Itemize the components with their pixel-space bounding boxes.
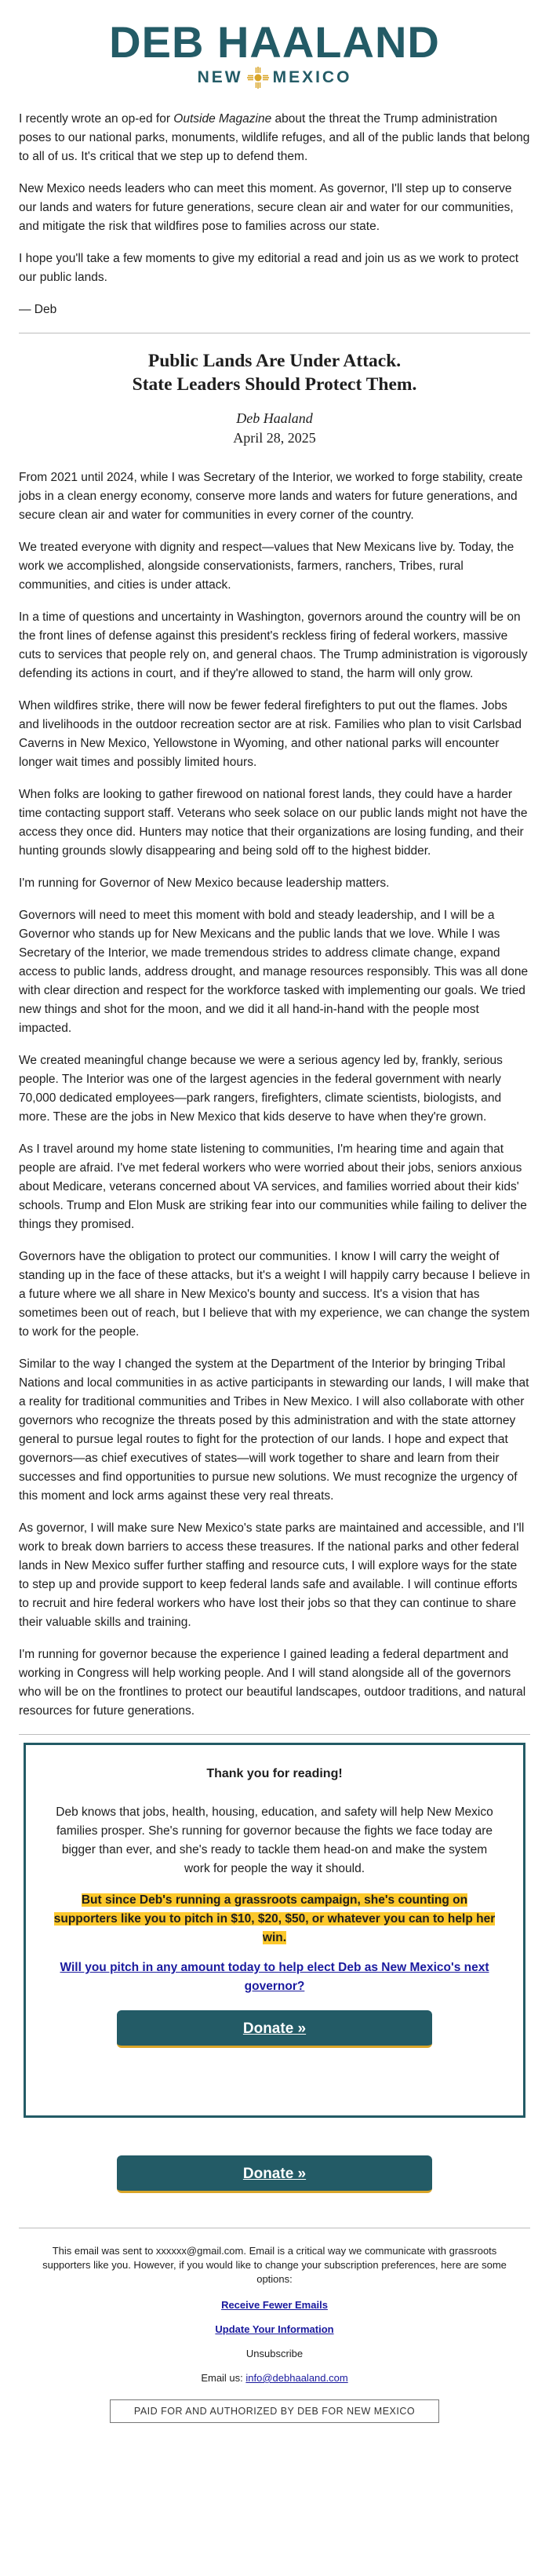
article-paragraph: Governors have the obligation to protect our communities. I know I will carry the weight of standing up in the face of these attacks, but it's a weight I will happily carry because I believe in a future where we all share in New Mexico's bounty and success. It's a vision that has sometimes been out of reach, but I believe that with my experience, we can change the system to work for the people. (19, 1250, 530, 1339)
donate-button[interactable]: Donate » (117, 2010, 432, 2048)
intro-section (19, 110, 530, 319)
campaign-logo (19, 0, 530, 88)
callout-highlight (49, 1891, 500, 1947)
article-paragraph: I'm running for governor because the experience I gained leading a federal department and working in Congress will help working people. And I will stand alongside all of the governors who will be on the frontlines to protect our beautiful landscapes, outdoor traditions, and natural resources for future generations. (19, 1648, 526, 1718)
logo-subline (19, 66, 530, 89)
unsubscribe-link[interactable]: Unsubscribe (245, 2348, 304, 2359)
logo-word-mexico: MEXICO (272, 68, 352, 86)
donate-ask-link[interactable]: Will you pitch in any amount today to help elect Deb as New Mexico's next governor? (60, 1961, 489, 1993)
article-paragraph: In a time of questions and uncertainty in Washington, governors around the country will be on the front lines of defense against this president's reckless firing of federal workers, massive cuts to services that people rely on, and general chaos. The Trump administration is vigorously defending its actions in court, and if they're allowed to stand, the harm will only grow. (19, 610, 528, 680)
op-ed-date: April 28, 2025 (233, 430, 316, 446)
article-paragraph: As I travel around my home state listening to communities, I'm hearing time and again that people are afraid. I've met federal workers who were worried about their jobs, seniors anxious about Medicare, veterans concerned about VA services, and families worried about their kids' schools. Trump and Elon Musk are striking fear into our communities while failing to deliver the things they promised. (19, 1142, 527, 1231)
logo-word-new: NEW (197, 68, 243, 86)
article-paragraph: Governors will need to meet this moment with bold and steady leadership, and I will be a Governor who stands up for New Mexicans and the public lands that we love. While I was Secretary of the Interior, we made tremendous strides to address climate change, expand access to public lands, address drought, and manage resources responsibly. This was all done with clear direction and respect for the workforce tasked with implementing our goals. We tried new things and shot for the moon, and we did it all hand-in-hand with the people most impacted. (19, 909, 529, 1035)
op-ed-author: Deb Haaland (236, 410, 313, 426)
article-paragraph: Similar to the way I changed the system at the Department of the Interior by bringing Tribal Nations and local communities in as active participants in stewarding our lands, I will make that a reality for traditional communities and Tribes in New Mexico. I will also collaborate with other governors who recognize the threats posed by this administration and with the state attorney general to pursue legal routes to fight for the protection of our lands. I hope and expect that governors—as chief executives of states—will work together to share and learn from their successes and find opportunities to pursue new solutions. We must recognize the urgency of this moment and lock arms against these very real threats. (19, 1357, 529, 1503)
publication-name: Outside Magazine (173, 112, 272, 126)
paid-for-disclaimer: PAID FOR AND AUTHORIZED BY DEB FOR NEW MEXICO (110, 2399, 439, 2423)
op-ed-article (19, 349, 530, 1721)
update-info-link[interactable]: Update Your Information (215, 2323, 334, 2335)
article-paragraph: When folks are looking to gather firewood on national forest lands, they could have a harder time contacting support staff. Veterans who seek solace on our public lands might not have the access they once did. Hunters may notice that their organizations are losing funding, and their hunting grounds slowly disappearing and being sold off to the highest bidder. (19, 788, 528, 858)
article-paragraph: We treated everyone with dignity and respect—values that New Mexicans live by. Today, the work we accomplished, alongside conservationists, farmers, ranchers, Tribes, rural communities, and cities is under attack. (19, 541, 514, 592)
intro-text: about the threat the Trump administration poses to our national parks, monuments, wildlife refuges, and all of the public lands that belong to all of us. It's critical that we step up to defend them. (19, 112, 530, 163)
title-line-2: State Leaders Should Protect Them. (132, 374, 417, 395)
op-ed-title (19, 349, 530, 396)
article-paragraph: We created meaningful change because we were a serious agency led by, frankly, serious people. The Interior was one of the largest agencies in the federal government with nearly 70,000 dedicated employees—park rangers, firefighters, climate scientists, biologists, and more. These are the jobs in New Mexico that kids deserve to have when they're grown. (19, 1054, 503, 1124)
intro-text: I recently wrote an op-ed for (19, 112, 174, 126)
receive-fewer-emails-link[interactable]: Receive Fewer Emails (221, 2299, 328, 2311)
email-footer (19, 2228, 530, 2454)
highlighted-ask: But since Deb's running a grassroots campaign, she's counting on supporters like you to pitch in $10, $20, $50, or whatever you can to help her win. (53, 1893, 496, 1944)
donate-button-secondary[interactable]: Donate » (117, 2155, 432, 2193)
article-paragraph: As governor, I will make sure New Mexico's state parks are maintained and accessible, and I'll work to break down barriers to access these treasures. If the national parks and other federal lands in New Mexico suffer further staffing and resource cuts, I will explore ways for the state to step up and provide support to keep federal lands safe and available. I will continue efforts to recruit and hire federal workers who have lost their jobs so that they can continue to share their valuable skills and training. (19, 1521, 525, 1629)
email-label: Email us: (201, 2372, 246, 2384)
logo-name: DEB HAALAND (109, 17, 440, 67)
article-paragraph: When wildfires strike, there will now be fewer federal firefighters to put out the flames. Jobs and livelihoods in the outdoor recreation sector are at risk. Families who plan to visit Carlsbad Caverns in New Mexico, Yellowstone in Wyoming, and other national parks will encounter longer wait times and possibly limited hours. (19, 699, 522, 769)
intro-paragraph-1 (19, 110, 530, 166)
divider (19, 1734, 530, 1735)
article-paragraph: I'm running for Governor of New Mexico because leadership matters. (19, 876, 390, 890)
title-line-1: Public Lands Are Under Attack. (147, 351, 402, 371)
callout-spacer (49, 2048, 500, 2092)
intro-paragraph-2: New Mexico needs leaders who can meet this moment. As governor, I'll step up to conserve our lands and waters for future generations, secure clean air and water for our communities, and mitigate the risk that wildfires pose to families across our state. (19, 182, 514, 233)
zia-sun-icon (246, 66, 270, 89)
footer-email (19, 2372, 530, 2384)
article-paragraph: From 2021 until 2024, while I was Secretary of the Interior, we worked to forge stability, create jobs in a clean energy economy, conserve more lands and waters for future generations, and secure clean air and water for communities in every corner of the country. (19, 471, 523, 522)
signature: — Deb (19, 303, 57, 316)
callout-title: Thank you for reading! (206, 1767, 343, 1780)
footer-notice: This email was sent to xxxxxx@gmail.com. Email is a critical way we communicate with grassroots supporters like you. However, if you would like to change your subscription preferences, here are some options: (42, 2245, 507, 2285)
donation-callout (24, 1743, 525, 2118)
intro-paragraph-3: I hope you'll take a few moments to give my editorial a read and join us as we work to protect our public lands. (19, 252, 519, 284)
callout-text: Deb knows that jobs, health, housing, education, and safety will help New Mexico families prosper. She's running for governor because the fights we face today are bigger than ever, and she's ready to tackle them head-on and make the system work for people the way it should. (56, 1805, 493, 1875)
email-link[interactable]: info@debhaaland.com (245, 2372, 348, 2384)
